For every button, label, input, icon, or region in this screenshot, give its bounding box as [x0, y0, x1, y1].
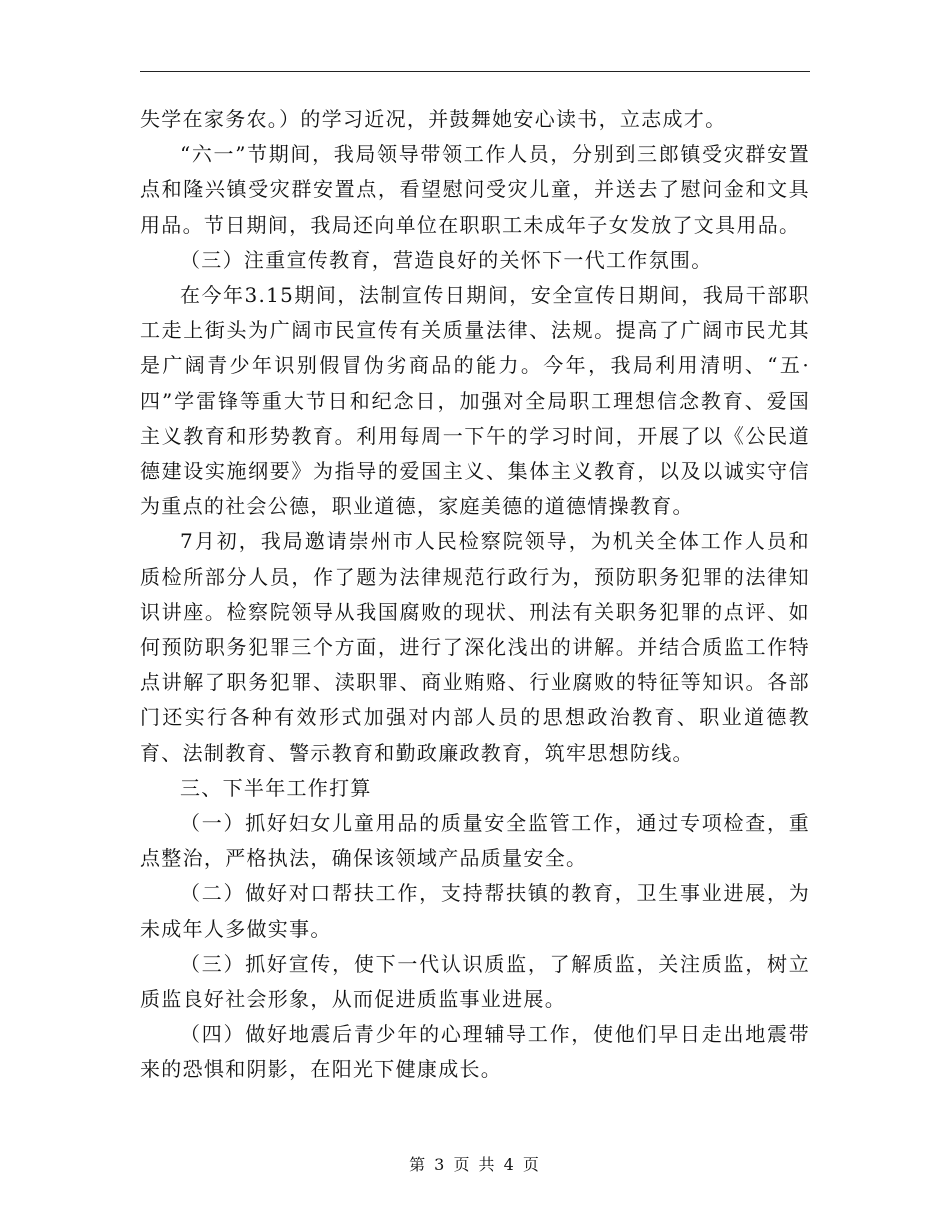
plan-item: （三）抓好宣传，使下一代认识质监，了解质监，关注质监，树立质监良好社会形象，从而促进质监事业进展。	[140, 951, 810, 1012]
paragraph: 7月初，我局邀请崇州市人民检察院领导，为机关全体工作人员和质检所部分人员，作了题为法律规范行政行为，预防职务犯罪的法律知识讲座。检察院领导从我国腐败的现状、刑法有关职务犯罪的点评、如何预防职务犯罪三个方面，进行了深化浅出的讲解。并结合质监工作特点讲解了职务犯罪、渎职罪、商业贿赂、行业腐败的特征等知识。各部门还实行各种有效形式加强对内部人员的思想政治教育、职业道德教育、法制教育、警示教育和勤政廉政教育，筑牢思想防线。	[140, 529, 810, 765]
paragraph: “六一”节期间，我局领导带领工作人员，分别到三郎镇受灾群安置点和隆兴镇受灾群安置点，看望慰问受灾儿童，并送去了慰问金和文具用品。节日期间，我局还向单位在职职工未成年子女发放了文具用品。	[140, 142, 810, 237]
section-heading: 三、下半年工作打算	[180, 775, 372, 800]
page-number: 第 3 页 共 4 页	[409, 1155, 541, 1174]
document-body	[140, 102, 810, 1088]
plan-item: （四）做好地震后青少年的心理辅导工作，使他们早日走出地震带来的恐惧和阴影，在阳光下健康成长。	[140, 1022, 810, 1082]
paragraph: 失学在家务农。）的学习近况，并鼓舞她安心读书，立志成才。	[140, 107, 727, 131]
header-rule	[140, 71, 810, 72]
plan-item: （二）做好对口帮扶工作，支持帮扶镇的教育，卫生事业进展，为未成年人多做实事。	[140, 881, 810, 941]
plan-item: （一）抓好妇女儿童用品的质量安全监管工作，通过专项检查，重点整治，严格执法，确保该领域产品质量安全。	[140, 811, 810, 871]
paragraph: 在今年3.15期间，法制宣传日期间，安全宣传日期间，我局干部职工走上街头为广阔市民宣传有关质量法律、法规。提高了广阔市民尤其是广阔青少年识别假冒伪劣商品的能力。今年，我局利用清明、“五·四”学雷锋等重大节日和纪念日，加强对全局职工理想信念教育、爱国主义教育和形势教育。利用每周一下午的学习时间，开展了以《公民道德建设实施纲要》为指导的爱国主义、集体主义教育，以及以诚实守信为重点的社会公德，职业道德，家庭美德的道德情操教育。	[140, 283, 810, 519]
section-heading: （三）注重宣传教育，营造良好的关怀下一代工作氛围。	[180, 247, 713, 272]
